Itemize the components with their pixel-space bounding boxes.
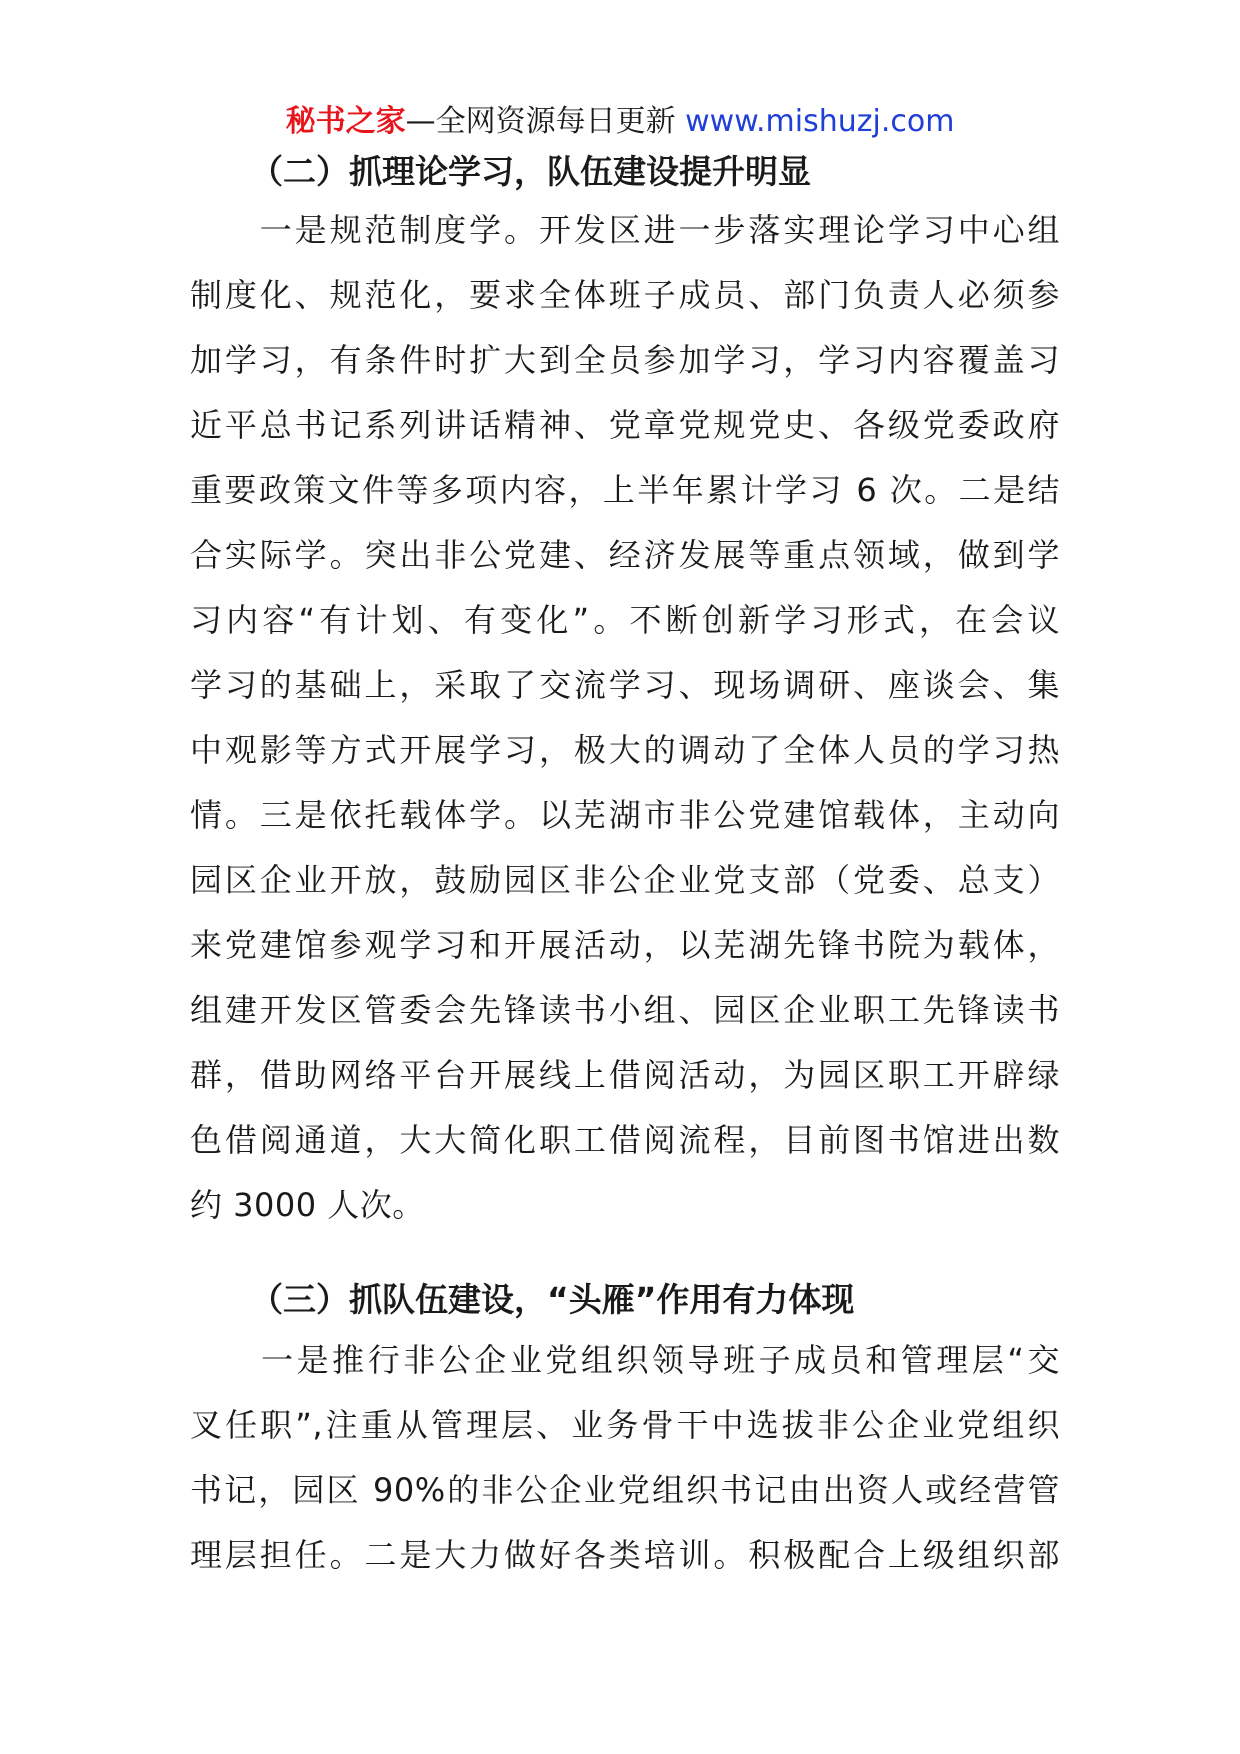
paragraph-line: 合实际学。突出非公党建、经济发展等重点领域，做到学 <box>190 536 1060 574</box>
paragraph-line: 重要政策文件等多项内容，上半年累计学习 6 次。二是结 <box>190 471 1060 509</box>
paragraph-line: 理层担任。二是大力做好各类培训。积极配合上级组织部 <box>190 1536 1060 1574</box>
site-url-link[interactable]: www.mishuzj.com <box>685 104 955 139</box>
site-header <box>0 100 1240 144</box>
paragraph-line: 色借阅通道，大大简化职工借阅流程，目前图书馆进出数 <box>190 1121 1060 1159</box>
paragraph-line: 一是推行非公企业党组织领导班子成员和管理层“交 <box>190 1341 1060 1379</box>
paragraph-line: 一是规范制度学。开发区进一步落实理论学习中心组 <box>190 211 1060 249</box>
paragraph-line: 学习的基础上，采取了交流学习、现场调研、座谈会、集 <box>190 666 1060 704</box>
brand-name: 秘书之家 <box>285 104 406 139</box>
paragraph-line: 习内容“有计划、有变化”。不断创新学习形式，在会议 <box>190 601 1060 639</box>
paragraph-line: 来党建馆参观学习和开展活动，以芜湖先锋书院为载体， <box>190 926 1060 964</box>
paragraph-line: 加学习，有条件时扩大到全员参加学习，学习内容覆盖习 <box>190 341 1060 379</box>
paragraph-line: 园区企业开放，鼓励园区非公企业党支部（党委、总支） <box>190 861 1060 899</box>
paragraph-line: 约 3000 人次。 <box>190 1186 425 1224</box>
paragraph-line: 中观影等方式开展学习，极大的调动了全体人员的学习热 <box>190 731 1060 769</box>
section-heading-3: （三）抓队伍建设，“头雁”作用有力体现 <box>250 1280 855 1319</box>
paragraph-line: 近平总书记系列讲话精神、党章党规党史、各级党委政府 <box>190 406 1060 444</box>
paragraph-line: 组建开发区管委会先锋读书小组、园区企业职工先锋读书 <box>190 991 1060 1029</box>
section-2-body <box>190 198 1060 1238</box>
paragraph-line: 书记，园区 90%的非公企业党组织书记由出资人或经营管 <box>190 1471 1060 1509</box>
section-3-body <box>190 1328 1060 1588</box>
paragraph-line: 群，借助网络平台开展线上借阅活动，为园区职工开辟绿 <box>190 1056 1060 1094</box>
header-slogan: —全网资源每日更新 <box>405 104 676 139</box>
paragraph-line: 叉任职”,注重从管理层、业务骨干中选拔非公企业党组织 <box>190 1406 1060 1444</box>
paragraph-line: 情。三是依托载体学。以芜湖市非公党建馆载体，主动向 <box>190 796 1060 834</box>
paragraph-line: 制度化、规范化，要求全体班子成员、部门负责人必须参 <box>190 276 1060 314</box>
section-heading-2: （二）抓理论学习，队伍建设提升明显 <box>250 152 811 191</box>
